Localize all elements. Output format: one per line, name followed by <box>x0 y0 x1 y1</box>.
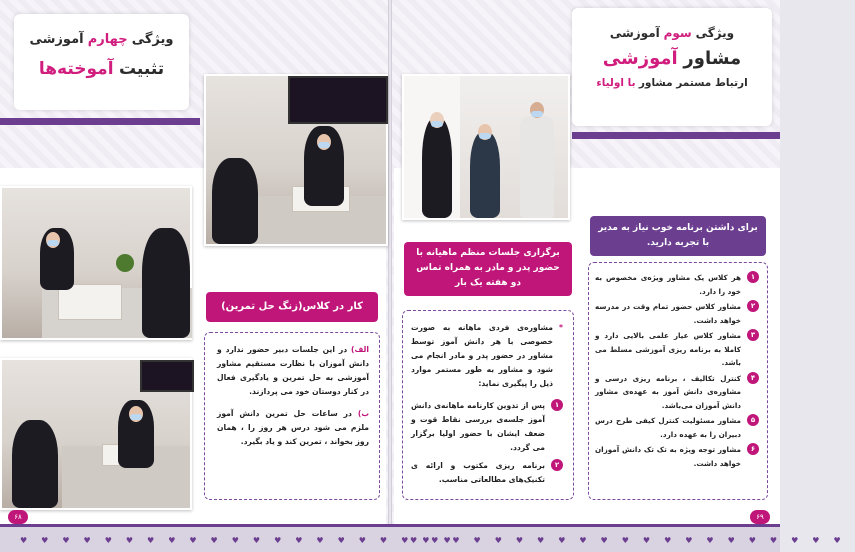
item-text: مشاور کلاس حضور تمام وقت در مدرسه خواهد داشت. <box>595 302 741 325</box>
face-mask <box>479 133 491 139</box>
left-page-number: ۶۸ <box>8 510 28 524</box>
item-number: ۶ <box>747 443 759 455</box>
subtitle-word: مشاور <box>683 48 742 69</box>
title-word: ویژگی <box>695 26 735 40</box>
counselor-figure <box>142 228 190 338</box>
face-mask <box>318 142 330 148</box>
item-label: ب) <box>357 409 369 418</box>
plan-header: برای داشتن برنامه خوب نیاز به مدیر با تجربه دارید. <box>590 216 766 256</box>
plan-list <box>595 271 759 470</box>
subtitle-highlight: آموخته‌ها <box>38 59 114 79</box>
intro-text: مشاوره‌ی فردی ماهانه به صورت خصوصی با هر دانش آموز توسط مشاور در حضور پدر و مادر انجام می شود و مشاور به طور مستمر موارد ذیل را پیگیری نماید: <box>411 323 553 388</box>
item-text: برنامه ریزی مکتوب و ارائه ی تکنیک‌های مطالعاتی مناسب. <box>411 461 545 484</box>
list-item <box>595 443 759 470</box>
face-mask <box>130 414 142 420</box>
student-figure <box>12 420 58 508</box>
tagline-highlight: با اولیاء <box>596 77 636 89</box>
class-work-box <box>204 332 380 500</box>
left-title-bar <box>0 118 200 125</box>
item-text: در این جلسات دبیر حضور ندارد و دانش آموزان با نظارت مستقیم مشاور آموزشی به حل تمرین و یادگیری فعال در کنار دوستان خود می پردازند. <box>217 345 369 396</box>
title-word-highlight: سوم <box>663 26 692 40</box>
plan-box <box>588 262 768 500</box>
item-text: هر کلاس یک مشاور ویژه‌ی مخصوص به خود را دارد. <box>595 273 741 296</box>
sessions-list <box>411 399 563 487</box>
heart-ornament-icons: ♥♥♥♥♥♥♥♥♥♥♥♥♥♥♥♥♥♥♥♥♥ <box>20 536 465 545</box>
photo-counselors-group <box>402 74 570 220</box>
right-title-card <box>572 8 772 126</box>
sessions-intro <box>411 321 563 391</box>
list-item <box>595 271 759 298</box>
heart-ornament-icons: ♥♥♥♥♥♥♥♥♥♥♥♥♥♥♥♥♥♥♥♥♥ <box>410 536 855 545</box>
item-text: مشاور مسئولیت کنترل کیفی طرح درس دبیران را به عهده دارد. <box>595 416 741 439</box>
sessions-box <box>402 310 574 500</box>
class-work-item-a <box>217 343 369 399</box>
counselor-figure <box>520 116 554 218</box>
item-label: الف) <box>351 345 369 354</box>
counselor-figure <box>422 118 452 218</box>
star-icon: * <box>559 323 563 332</box>
item-number: ۱ <box>551 399 563 411</box>
item-number: ۲ <box>551 459 563 471</box>
item-number: ۳ <box>747 329 759 341</box>
photo-student-with-counselor <box>204 74 388 246</box>
item-text: کنترل تکالیف ، برنامه ریزی درسی و مشاوره‌ی دانش آموز به عهده‌ی مشاور دانش آموزان می‌باشد. <box>595 373 741 410</box>
left-title-card <box>14 14 189 110</box>
title-word: آموزشی <box>29 32 84 47</box>
wall-screen <box>288 76 388 124</box>
list-item <box>411 399 563 455</box>
list-item <box>595 414 759 441</box>
list-item <box>595 372 759 413</box>
title-word-highlight: چهارم <box>87 32 128 47</box>
face-mask <box>47 240 59 246</box>
item-number: ۴ <box>747 372 759 384</box>
item-text: مشاور کلاس عیار علمی بالایی دارد و کاملا به برنامه ریزی آموزشی مسلط می باشد. <box>595 331 741 367</box>
subtitle-highlight: آموزشی <box>602 48 678 69</box>
item-number: ۲ <box>747 300 759 312</box>
list-item <box>411 459 563 487</box>
title-word: ویژگی <box>131 32 174 47</box>
sessions-header: برگزاری جلسات منظم ماهیانه با حضور پدر و مادر به همراه تماس دو هفته یک بار <box>404 242 572 296</box>
wall-screen <box>140 360 194 392</box>
list-item <box>595 329 759 370</box>
right-title-bar <box>572 132 780 139</box>
list-item <box>595 300 759 327</box>
item-text: در ساعات حل تمرین دانش آموز ملزم می شود درس هر روز را ، همان روز بخواند ، تمرین کند و یاد بگیرد. <box>217 409 369 446</box>
item-number: ۵ <box>747 414 759 426</box>
photo-tutoring-session <box>0 186 192 340</box>
bottom-stripe <box>0 524 780 527</box>
counselor-figure <box>470 132 500 218</box>
item-text: مشاور توجه ویژه به تک تک دانش آموزان خواهد داشت. <box>595 445 741 468</box>
page-spine <box>388 0 392 552</box>
tagline-word: ارتباط مستمر مشاور <box>638 77 748 89</box>
class-work-item-b <box>217 407 369 449</box>
student-figure <box>212 158 258 244</box>
photo-homework-review <box>0 358 192 510</box>
bottom-border-band <box>0 524 855 552</box>
item-number: ۱ <box>747 271 759 283</box>
item-text: پس از تدوین کارنامه ماهانه‌ی دانش آموز جلسه‌ی بررسی نقاط قوت و ضعف ایشان با حضور اولیا برگزار می گردد. <box>411 401 545 452</box>
face-mask <box>431 121 443 127</box>
title-word: آموزشی <box>609 26 660 40</box>
class-work-header: کار در کلاس(زنگ حل تمرین) <box>206 292 378 322</box>
face-mask <box>531 111 543 117</box>
plant <box>116 254 134 272</box>
subtitle-word: تثبیت <box>118 59 165 79</box>
right-page-number: ۶۹ <box>750 510 770 524</box>
